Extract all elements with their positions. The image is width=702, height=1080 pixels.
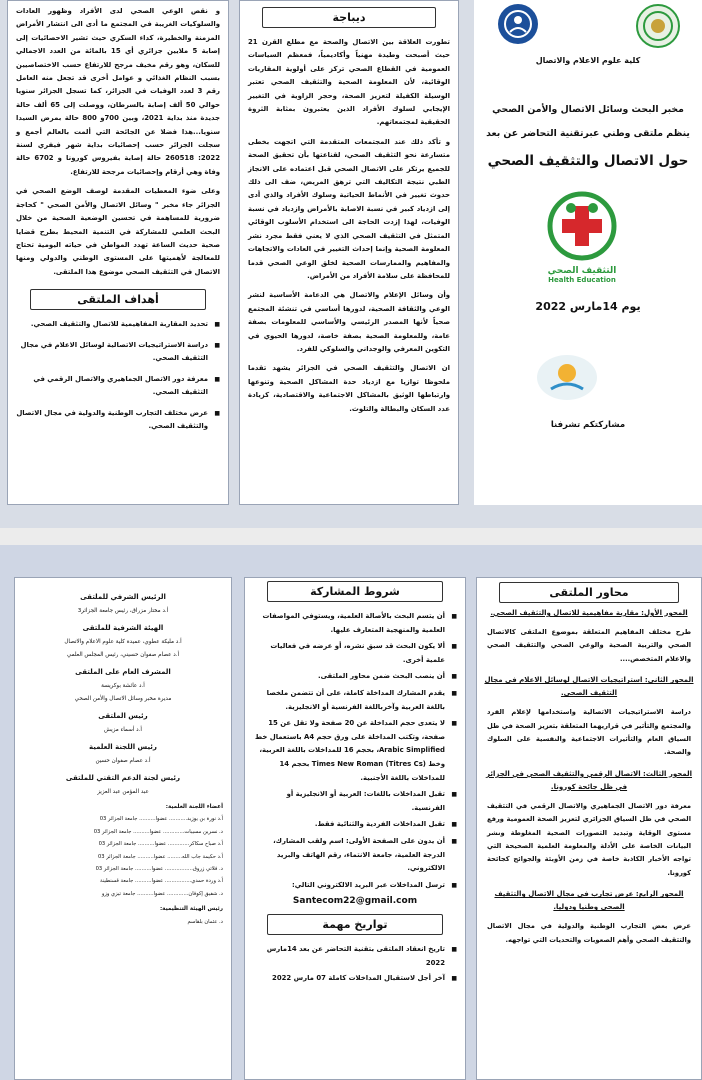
secondary-logo (537, 355, 597, 400)
objective-item: ■ دراسة الاستراتيجيات الاتصالية لوسائل الاعلام في مجال التثقيف الصحي. (14, 339, 220, 365)
preamble-paragraph-3: وأن وسائل الإعلام والاتصال هي الدعامة الأساسية لنشر الوعي والثقافة الصحية، لدورها أساسي في تنشئة المجتمع صحياً لأنها المصدر الرئيسي والأساسي للمعلومات بصفة عامة، وللمعلومة الصحية بصفة خاصة، لدورها الحيوي في التكوين المعرفي والوجداني والسلوكي للفرد. (248, 291, 450, 353)
condition-item: ■ أن يدون على الصفحة الأولى: اسم ولقب المشارك، الدرجة العلمية، جامعة الانتماء، رقم الهاتف والبريد الالكتروني. (251, 835, 457, 876)
logo-caption-ar: التثقيف الصحي (547, 266, 617, 276)
preamble-paragraph-1: تطورت العلاقة بين الاتصال والصحة مع مطلع القرن 21 حيث أصبحت وطيدة مهنياً وأكاديمياً، فمعظم السياسات العمومية في القطاع الصحي تركز على أولوية المقاربات الوقائية، لأن المعلومة الصحية والتثقيف الصحي تعتبر الوسيلة الكفيلة لتعزيز الصحة، وحجر الزاوية في التغيير الإيجابي لسلوك الأفراد الذين يعتبرون بمثابة الثروة الحقيقية لمجتمعاتهم. (248, 38, 450, 127)
preamble-paragraph-4: ان الاتصال والتثقيف الصحي في الجزائر يشهد تقدما ملحوظا توازيا مع ازدياد حدة المشاكل الصحية وتنوعها وارتباطها الوثيق بالمشاكل الاجتماعية والاقتصادية، كزيادة عدد السكان والبطالة والتلوث. (248, 364, 450, 413)
university-seal-logo (636, 4, 680, 48)
lab-logo (498, 4, 538, 44)
axes-title: محاور الملتقى (499, 582, 679, 603)
axis-description: عرض بعض التجارب الوطنية والدولية في مجال الاتصال والتثقيف الصحي وأهم الصعوبات والتحديات التي تواجهه. (487, 922, 691, 944)
event-format: ينظم ملتقى وطني عبرتقنية التحاضر عن بعد (486, 128, 690, 139)
conference-topic: حول الاتصال والتثقيف الصحي (487, 153, 689, 169)
axis-heading: المحور الأول: مقاربة مفاهيمية للاتصال والتثقيف الصحي. (490, 609, 688, 617)
conditions-title: شروط المشاركة (267, 581, 443, 602)
health-education-logo (521, 190, 643, 282)
condition-item: ■ ترسل المداخلات عبر البريد الالكتروني التالي: (251, 879, 457, 893)
logo-caption-en: Health Education (548, 276, 616, 284)
conditions-list (245, 610, 465, 892)
faculty-name: كلية علوم الاعلام والاتصال (535, 56, 641, 65)
axis-description: طرح مختلف المفاهيم المتعلقة بموضوع الملتقى كالاتصال الصحي والتربية الصحية والوعي الصحي والتثقيف الصحي والاعلام المتخصص.... (487, 628, 691, 663)
supervisor-role: مديرة مخبر وسائل الاتصال والأمن الصحي (74, 696, 172, 702)
committees-block (15, 590, 231, 799)
dates-list (245, 943, 465, 986)
member-row: أ.د حكيمة جاب الله......... عضوا.......... جامعة الجزائر 03 (97, 853, 223, 860)
objectives-title: أهداف الملتقى (30, 289, 206, 310)
honorary-body-title: الهيئة الشرفية للملتقى (82, 624, 164, 632)
submission-email[interactable]: Santecom22@gmail.com (292, 896, 418, 907)
cover-logos (484, 4, 692, 46)
tech-chair-title: رئيس لجنة الدعم التقني للملتقى (65, 774, 181, 782)
date-item: ■ آخر أجل لاستقبال المداخلات كاملة 07 مارس 2022 (251, 972, 457, 986)
axis-heading: المحور الثالث: الاتصال الرقمي والتثقيف الصحي في الجزائر في ظل جائحة كورونا. (485, 769, 693, 791)
supervisor-name: أ.د عائشة بوكريسة (101, 683, 145, 689)
condition-item: ■ أن يتسم البحث بالأصالة العلمية، ويستوفي المواصفات العلمية والمنهجية المتعارف عليها. (251, 610, 457, 637)
chair-title: رئيس الملتقى (98, 712, 148, 720)
committees-panel (14, 577, 232, 1080)
condition-item: ■ يقدم المشارك المداخلة كاملة، على أن تتضمن ملخصا باللغة العربية وآخرباللغة الفرنسية أو الانجليزية. (251, 687, 457, 714)
preamble-panel (239, 0, 459, 505)
context-panel (7, 0, 229, 505)
axis-heading: المحور الرابع: عرض تجارب في مجال الاتصال والتثقيف الصحي وطنيا ودوليا. (494, 890, 684, 912)
objectives-list (8, 318, 228, 433)
scientific-chair-name: أ.د عصام صفوان حسين (95, 758, 151, 764)
condition-item: ■ تقبل المداخلات الفردية والثنائية فقط. (251, 818, 457, 832)
objective-item: ■ عرض مختلف التجارب الوطنية والدولية في مجال الاتصال والتثقيف الصحي. (14, 407, 220, 433)
member-row: أ.د وردة حمدي................ عضوا.......... جامعة قسنطينة (100, 878, 223, 885)
honorary-chair-title: الرئيس الشرفي للملتقى (80, 593, 166, 601)
axis-description: دراسة الاستراتيجيات الاتصالية واستخدامها لإعلام الفرد والمجتمع والتأثير في قراريهما المتعلقة بتعزيز الصحة في ظل السياق العام والتأثيرات الاجتماعية والنفسية على السلوك والصحة. (487, 708, 691, 757)
cover-panel (474, 0, 702, 505)
lab-name: مخبر البحث وسائل الاتصال والأمن الصحي (492, 104, 684, 115)
conditions-panel (244, 577, 466, 1080)
context-paragraph-1: و نقص الوعي الصحي لدى الأفراد وظهور العادات والسلوكيات الغريبة في المجتمع ما أدى الى انتشار الأمراض المزمنة والخطيرة، كداء السكري حيث تشير الاحصائيات إلى إصابة 5 ملايين جزائري أي 15 بالمائة من العدد الاجمالي للسكان، وهو رقم مخيف مرجح للارتفاع حسب الاختصاصيين بسبب النظام الغذائي و عوامل أخرى قد تجعل منه العامل رقم 3 لعدد الوفيات في الجزائر، كما تسجل الجزائر سنويا حوالي 50 ألف إصابة بالسرطان، ووصلت إلى 65 ألف حالة جديدة منذ بداية 2021، وبين 700و 800 حالة بمرض السيدا سنويا...هذا فضلا عن الجائحة التي ألمت بالعالم أجمع و سجلت الجزائر حسب إحصائيات بداية شهر فيفري لسنة 2022: 260518 حالة إصابة بفيروس كورونا و 6702 حالة وفاة وهي أرقام وإحصائيات مرجحة للارتفاع. (16, 7, 221, 176)
preamble-title: ديباجة (262, 7, 436, 28)
member-row: د. نسرين مسيبات............. عضوا.......... جامعة الجزائر 03 (93, 828, 223, 835)
objective-item: ■ تحديد المقاربة المفاهيمية للاتصال والتثقيف الصحي. (14, 318, 220, 331)
tech-chair-name: عبد المؤمن عبد العزيز (97, 789, 149, 795)
objective-item: ■ معرفة دور الاتصال الجماهيري والاتصال الرقمي في التثقيف الصحي. (14, 373, 220, 399)
members-title: أعضاء اللجنة العلمية: (165, 804, 223, 810)
honorary-body-member: أ.د عصام صفوان حسيني، رئيس المجلس العلمي (66, 652, 180, 658)
member-row: أ.د نورة بن يوزيد........... عضوا.......... جامعة الجزائر 03 (99, 816, 223, 823)
thanks-text: مشاركتكم تشرفنا (550, 420, 626, 430)
dates-title: تواريخ مهمة (267, 914, 443, 935)
supervisor-title: المشرف العام على الملتقى (75, 668, 171, 676)
axis-heading: المحور الثاني: استراتيجيات الاتصال لوسائل الاعلام في مجال التثقيف الصحي. (484, 676, 694, 698)
axis-description: معرفة دور الاتصال الجماهيري والاتصال الرقمي في التثقيف الصحي في ظل السياق الجزائري لتعزيز الصحة العمومية ورفع مستوى الوقاية وتبديد التصورات الصحية المغلوطة ونشر البيانات الخاصة على الأدلة والمعلومة العلمية الصحيحة التي تواجه الأخبار الكاذبة خاصة في زمن الأوبئة والجوائح كجائحة كورونا. (487, 801, 691, 877)
condition-item: ■ تقبل المداخلات باللغات: العربية أو الانجليزية أو الفرنسية. (251, 788, 457, 815)
date-item: ■ تاريخ انعقاد الملتقى بتقنية التحاضر عن بعد 14مارس 2022 (251, 943, 457, 970)
context-paragraph-2: وعلى ضوء المعطيات المقدمة لوصف الوضع الصحي في الجزائر جاء مخبر " وسائل الاتصال والأمن الصحي " كحاجة ضرورية للمساهمة في تحسين الوضعية الصحية من خلال البحث العلمي للمشاركة في التنمية المحيط بطرح قضايا صحية حديث الساعة تهدد المواطن في حياته اليومية تحتاج للمعالجة لأهميتها على المستوى الوطني والدولي ومنها الاتصال في التثقيف الصحي موضوع هذا الملتقى. (16, 187, 220, 276)
member-row: د. شفيق إكوفان............. عضوا.......... جامعة تيزي وزو (101, 890, 223, 897)
condition-item: ■ أن ينصب البحث ضمن محاور الملتقى. (251, 670, 457, 684)
scientific-chair-title: رئيس اللجنة العلمية (89, 743, 157, 751)
member-row: د. فلاتي زروق................. عضوا.......... جامعة الجزائر 03 (95, 866, 223, 873)
honorary-body-member: أ.د مليكة عطوي، عميدة كلية علوم الاعلام والاتصال (64, 639, 182, 645)
org-chair-title: رئيس الهيئة التنظيمية: (159, 906, 223, 913)
condition-item: ■ ألا يكون البحث قد سبق نشره، أو عرضه في فعاليات علمية أخرى. (251, 640, 457, 667)
conference-date: يوم 14مارس 2022 (535, 300, 641, 313)
axes-panel (476, 577, 702, 1080)
member-row: أ.د صباح سكاكر............. عضوا.......... جامعة الجزائر 03 (98, 841, 223, 848)
chair-name: أ.د أسماء مزيش (104, 727, 142, 733)
preamble-paragraph-2: و تأكد ذلك عند المجتمعات المتقدمة التي اتجهت بخطى متسارعة نحو التثقيف الصحي، لقناعتها بأن تحقيق الصحة للجميع يرتكز على الاتصال الصحي قبل اعتماده على الانجاز الطبي نتيجة التكاليف التي ترهق المريض، ضف الى ذلك حدوث تغيير في الأنماط الحياتية وسلوك الأفراد والذي أدى إلى ازدياد كبير في نسبة الاصابة بالأمراض وازدياد في نسبة الوفيات، لهذا إزدت الحاجة الى استخدام الأسلوب الوقائي المتمثل في التثقيف الصحي الذي لا يعني فقط مجرد نشر المعلومة الصحية وإنما إحداث التغيير في العادات والاتجاهات والمفاهيم والممارسات الصحية لخلق الوعي الصحي قدما للمحافظة على سلامة الأفراد من الأمراض. (248, 137, 450, 280)
condition-item: ■ لا يتعدى حجم المداخلة عن 20 صفحة ولا تقل عن 15 صفحة، وتكتب المداخلة على ورق حجم A4 باستعمال خط Arabic Simplified، بحجم 16 للمداخلات باللغة العربية، وخط Times New Roman (Titres Cs) بحجم 14 للمداخلات باللغة الأجنبية. (251, 717, 457, 785)
org-chair-name: د. عثمان بلقاسم (187, 918, 223, 925)
honorary-chair-name: أ.د مختار مزراق، رئيس جامعة الجزائر3 (77, 608, 169, 614)
organizer-lines (474, 98, 702, 146)
